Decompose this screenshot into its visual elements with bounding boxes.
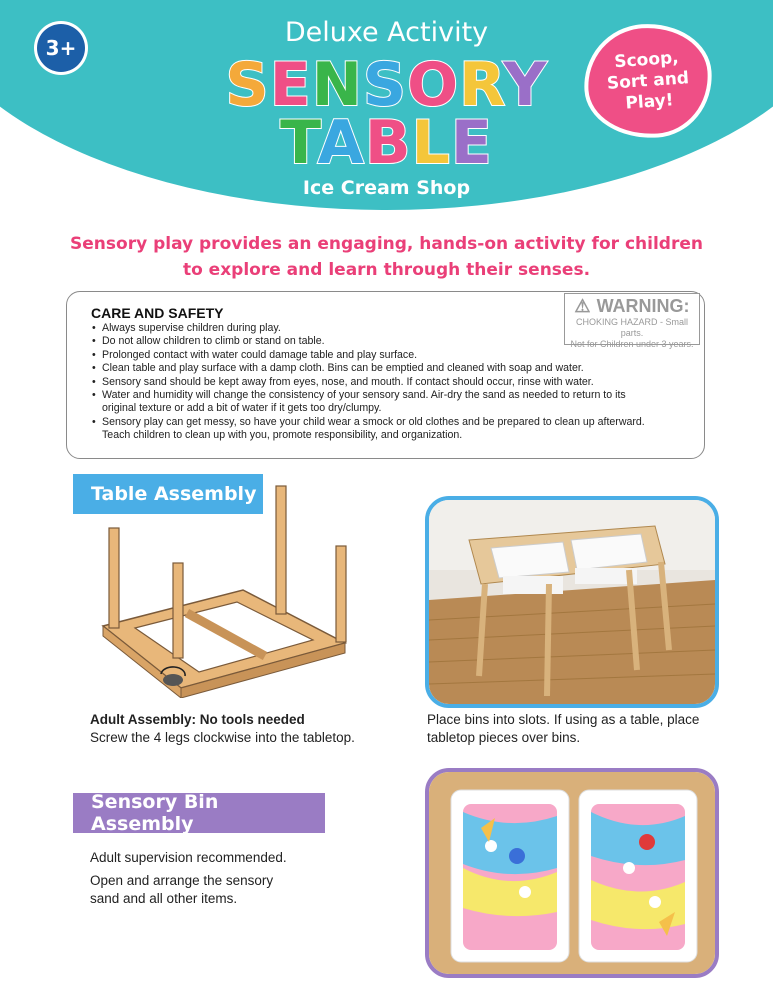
intro-text: Sensory play provides an engaging, hands-on activity for children to explore and learn through their senses. [70,234,703,280]
table-assembly-caption-bold: Adult Assembly: No tools needed [90,712,305,727]
warning-line2: Not for Children under 3 years. [570,339,694,349]
care-item: • Sensory play can get messy, so have your child wear a smock or old clothes and be prepared to clean up afterward. Teach children to clean up with you, promote responsibility, and organization. [92,416,652,443]
title-letter: S [362,50,408,120]
table-assembly-illustration [95,478,355,698]
product-subtitle: Deluxe Activity [284,17,489,48]
table-photo [425,496,719,708]
table-assembly-label: Table Assembly [91,483,257,505]
title-letter: S [225,50,270,120]
care-and-safety-box [66,291,705,459]
sensory-bin-assembly-heading [73,793,325,833]
title-letter: A [317,108,365,178]
title-letter: L [411,108,451,178]
warning-triangle-icon: ⚠ [574,296,591,316]
badge-text: Scoop, Sort and Play! [606,47,690,114]
title-letter: N [311,50,363,120]
choking-warning [564,293,700,349]
warning-line1: CHOKING HAZARD - Small parts. [575,317,688,338]
care-title: CARE AND SAFETY [91,305,224,321]
title-letter: R [459,50,504,120]
warning-title: WARNING: [596,296,690,316]
table-photo-caption: Place bins into slots. If using as a table, place tabletop pieces over bins. [427,712,700,745]
title-letter: E [450,108,493,178]
care-item: • Do not allow children to climb or stand on table. [92,335,652,348]
title-letter: E [269,50,312,120]
care-item: • Prolonged contact with water could damage table and play surface. [92,349,652,362]
title-letter: Y [503,50,548,120]
table-assembly-caption [90,711,390,747]
title-letter: T [280,108,318,178]
title-letter: B [364,108,412,178]
care-item: • Sensory sand should be kept away from eyes, nose, and mouth. If contact should occur, rinse with water. [92,376,652,389]
sensory-bins-photo [425,768,719,978]
bin-assembly-line2: Open and arrange the sensory sand and all other items. [90,873,274,906]
care-item: • Clean table and play surface with a damp cloth. Bins can be emptied and cleaned with soap and water. [92,362,652,375]
product-theme: Ice Cream Shop [302,177,471,199]
care-item: • Water and humidity will change the consistency of your sensory sand. Air-dry the sand as needed to return to its original texture or add a bit of water if it gets too dry/clumpy. [92,389,652,416]
care-item: • Always supervise children during play. [92,322,652,335]
table-assembly-caption-text: Screw the 4 legs clockwise into the tabletop. [90,730,355,745]
bin-assembly-line1: Adult supervision recommended. [90,850,287,865]
age-badge: 3+ [37,24,85,72]
sensory-bin-assembly-label: Sensory Bin Assembly [91,791,219,835]
title-letter: O [407,50,460,120]
